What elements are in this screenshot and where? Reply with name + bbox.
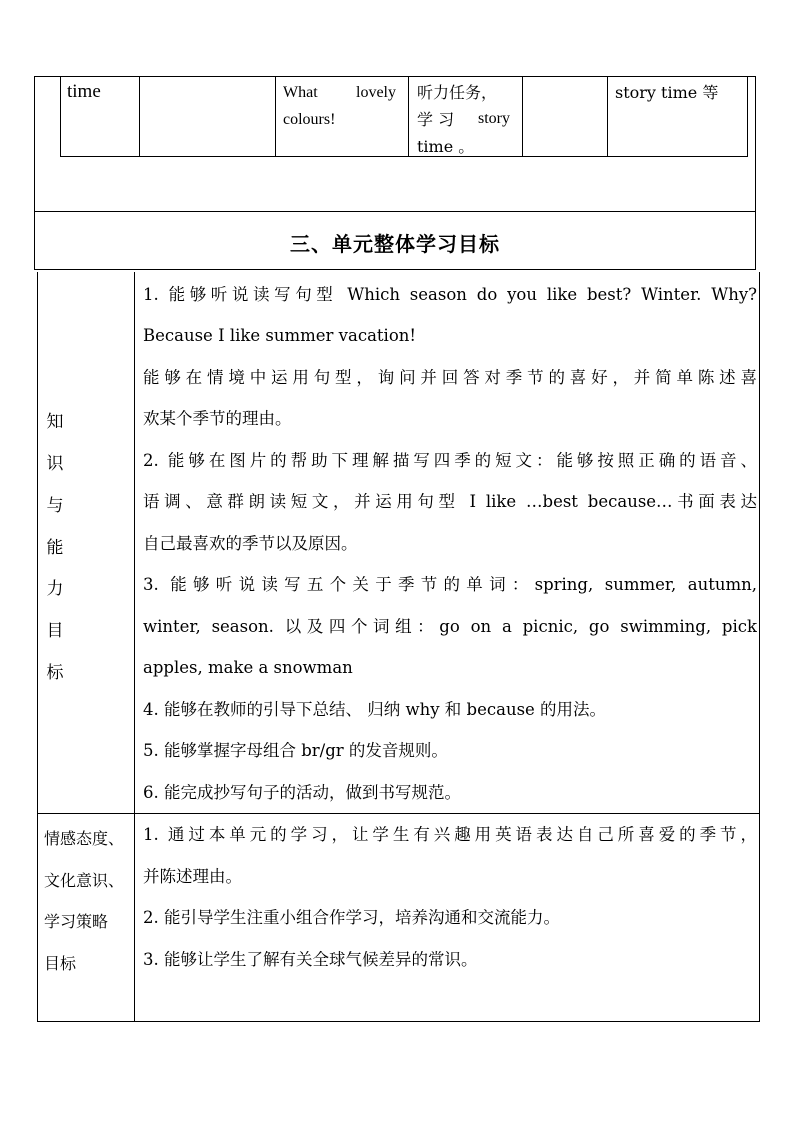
cell-what: What [283, 84, 318, 101]
affective-label-line: 学习策略 [44, 912, 109, 931]
knowledge-line: Because I like summer vacation! [143, 326, 417, 345]
knowledge-label-char: 识 [46, 454, 64, 474]
cell-story-time-etc: story time 等 [615, 83, 719, 102]
affective-line: 2. 能引导学生注重小组合作学习，培养沟通和交流能力。 [143, 908, 560, 927]
knowledge-line: 5. 能够掌握字母组合 br/gr 的发音规则。 [143, 741, 448, 760]
cell-colours: colours! [283, 111, 336, 128]
knowledge-line: 3. 能够听说读写五个关于季节的单词：spring, summer, autumn, [143, 575, 757, 594]
cell-lovely: lovely [356, 84, 396, 101]
obj-divider [134, 272, 135, 1022]
knowledge-line: 6. 能完成抄写句子的活动，做到书写规范。 [143, 783, 461, 802]
cell-study-story: story [478, 110, 510, 127]
knowledge-line: 能够在情境中运用句型，询问并回答对季节的喜好，并简单陈述喜 [143, 368, 757, 387]
knowledge-line: 4. 能够在教师的引导下总结、 归纳 why 和 because 的用法。 [143, 700, 607, 719]
inner-table-col5 [607, 76, 608, 157]
knowledge-line: 1. 能够听说读写句型 Which season do you like best? Winter. Why? [143, 285, 757, 304]
obj-row-divider [37, 813, 760, 814]
affective-line: 3. 能够让学生了解有关全球气候差异的常识。 [143, 950, 478, 969]
knowledge-label-char: 目 [46, 621, 64, 641]
knowledge-label-char: 知 [46, 412, 64, 432]
knowledge-line: 自己最喜欢的季节以及原因。 [143, 534, 358, 553]
outer-top-border [34, 76, 756, 77]
inner-table-col1 [139, 76, 140, 157]
affective-line: 并陈述理由。 [143, 867, 242, 886]
knowledge-line: 语调、意群朗读短文，并运用句型 I like …best because…书面表达 [143, 492, 757, 511]
knowledge-label-char: 与 [46, 496, 64, 516]
section-title: 三、单元整体学习目标 [290, 232, 500, 256]
cell-story-time: time 。 [417, 137, 475, 156]
inner-table-right [747, 76, 748, 157]
knowledge-label-char: 力 [46, 579, 64, 599]
knowledge-line: 欢某个季节的理由。 [143, 409, 292, 428]
knowledge-label-char: 标 [46, 663, 64, 683]
affective-line: 1. 通过本单元的学习，让学生有兴趣用英语表达自己所喜爱的季节， [143, 825, 757, 844]
affective-label-line: 情感态度、 [44, 829, 125, 848]
title-band-top [34, 211, 756, 212]
obj-right-border [759, 272, 760, 1022]
knowledge-line: apples, make a snowman [143, 658, 353, 677]
knowledge-label-char: 能 [46, 538, 64, 558]
cell-listening-task: 听力任务， [417, 83, 498, 102]
cell-time: time [67, 81, 101, 102]
affective-label-line: 文化意识、 [44, 871, 125, 890]
inner-table-left [60, 76, 61, 157]
obj-bottom-border [37, 1021, 760, 1022]
cell-study-left: 学 习 [417, 110, 455, 129]
inner-table-col4 [522, 76, 523, 157]
obj-left-border [37, 272, 38, 1022]
inner-table-bottom [60, 156, 748, 157]
knowledge-line: winter, season. 以及四个词组：go on a picnic, go swimming, pick [143, 617, 757, 636]
inner-table-col3 [408, 76, 409, 157]
inner-table-col2 [275, 76, 276, 157]
knowledge-line: 2. 能够在图片的帮助下理解描写四季的短文：能够按照正确的语音、 [143, 451, 757, 470]
affective-label-line: 目标 [44, 954, 77, 973]
title-band-bottom [34, 269, 756, 270]
